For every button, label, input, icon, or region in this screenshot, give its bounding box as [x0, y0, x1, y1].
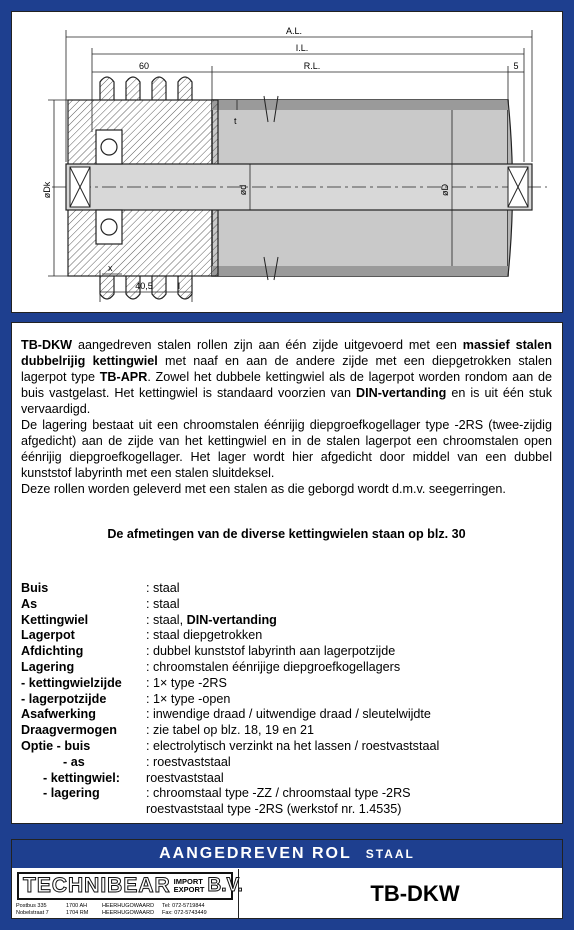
dim-al-label: A.L.	[285, 26, 303, 36]
dim-l-label: l	[178, 281, 180, 291]
logo-name: TECHNIBEAR	[23, 874, 171, 897]
desc-text: en is uit één stuk vervaardigd.	[21, 386, 552, 416]
spec-key: - kettingwiel:	[43, 770, 120, 785]
spec-key: Asafwerking	[21, 707, 96, 722]
logo-bv: B.V.	[207, 875, 243, 896]
banner-title: AANGEDREVEN ROL	[159, 845, 352, 862]
product-code: TB-DKW	[21, 338, 73, 352]
spec-row-optie-buis	[21, 739, 552, 755]
spec-value: : chroomstaal type -ZZ / chroomstaal type -2RS	[146, 786, 411, 801]
spec-row-as	[21, 597, 552, 613]
address-text: Tel: 072-5719844	[162, 903, 205, 909]
description-panel	[11, 322, 563, 824]
tube-wall-bottom	[212, 266, 508, 276]
address-text: HEERHUGOWAARD	[102, 903, 155, 909]
dim-x-label: x	[108, 263, 113, 273]
spec-value: : chroomstalen éénrijige diepgroefkogellagers	[146, 659, 401, 674]
spec-row-kettingwielzijde	[21, 676, 552, 692]
spec-value: : 1× type -2RS	[146, 675, 227, 690]
spec-row-optie-lagering	[21, 786, 552, 802]
dim-405-label: 40,5	[135, 281, 153, 291]
spec-key: Draagvermogen	[21, 723, 117, 738]
dim-il-label: I.L.	[295, 43, 309, 53]
spec-key-empty	[21, 802, 146, 818]
spec-row-lagerpot	[21, 628, 552, 644]
spec-value: : zie tabel op blz. 18, 19 en 21	[146, 723, 315, 738]
bearing-bottom	[96, 210, 122, 244]
desc-bold: DIN-vertanding	[356, 386, 447, 400]
spec-row-draagvermogen	[21, 723, 552, 739]
company-logo	[17, 872, 243, 900]
sprocket-dimensions-note: De afmetingen van de diverse kettingwielen staan op blz. 30	[107, 527, 466, 541]
description-paragraph-3: Deze rollen worden geleverd met een stalen as die geborgd wordt d.m.v. seegerringen.	[21, 482, 506, 496]
address-text: Postbus 335	[16, 903, 47, 909]
dim-D-label: øD	[440, 184, 450, 196]
spec-row-optie-lagering-2	[21, 802, 552, 818]
spec-value: : 1× type -open	[146, 691, 231, 706]
spec-value: : inwendige draad / uitwendige draad / sleutelwijdte	[146, 707, 431, 722]
spec-row-afdichting	[21, 644, 552, 660]
spec-key: Optie - buis	[21, 738, 91, 753]
spec-row-asafwerking	[21, 707, 552, 723]
dim-t-label: t	[234, 116, 237, 126]
spec-key: Lagering	[21, 659, 75, 674]
dim-dk-label: øDk	[42, 181, 52, 199]
technical-drawing-panel	[11, 11, 563, 313]
spec-value: : electrolytisch verzinkt na het lassen / roestvaststaal	[146, 738, 440, 753]
spec-row-optie-kettingwiel	[21, 771, 552, 787]
footer-panel	[11, 839, 563, 919]
desc-bold: massief stalen dubbelrijig kettingwiel	[21, 338, 552, 368]
spec-value: : staal	[146, 596, 180, 611]
model-code: TB-DKW	[370, 881, 460, 906]
dim-60-label: 60	[138, 61, 150, 71]
spec-row-lagerpotzijde	[21, 692, 552, 708]
tube-wall-top	[212, 100, 508, 110]
spec-value-bold: DIN-vertanding	[186, 612, 277, 627]
description-paragraph-1	[21, 337, 552, 417]
spec-value: roestvaststaal	[146, 770, 224, 785]
address-text: Fax: 072-5743449	[162, 909, 207, 916]
address-text: 1700 AH	[66, 903, 88, 909]
spec-row-kettingwiel	[21, 613, 552, 629]
spec-value: : staal	[146, 581, 180, 595]
spec-key: - kettingwielzijde	[21, 675, 122, 690]
spec-value: : staal diepgetrokken	[146, 628, 263, 643]
company-logo-block	[12, 869, 243, 919]
sprocket-teeth-top	[100, 77, 192, 100]
spec-key: Lagerpot	[21, 628, 75, 643]
address-text: HEERHUGOWAARD	[102, 909, 155, 916]
spec-value: : dubbel kunststof labyrinth aan lagerpotzijde	[146, 644, 396, 659]
desc-text: met naaf en aan de andere zijde met een diepgetrokken stalen lagerpot type	[21, 354, 552, 384]
roller-drawing	[12, 12, 562, 312]
bearing-top	[96, 130, 122, 164]
spec-value: roestvaststaal type -2RS (werkstof nr. 1.4535)	[146, 802, 402, 817]
dim-rl-label: R.L.	[303, 61, 321, 71]
spec-row-buis	[21, 581, 552, 597]
address-text: 1704 RM	[66, 909, 89, 916]
spec-row-optie-as	[21, 755, 552, 771]
spec-key: Kettingwiel	[21, 612, 89, 627]
spec-key: Afdichting	[21, 644, 84, 659]
spec-list	[21, 581, 552, 818]
address-text: Nobelstraat 7	[16, 909, 49, 916]
dim-5-label: 5	[513, 61, 519, 71]
spec-value: : roestvaststaal	[146, 754, 231, 769]
desc-text: aangedreven stalen rollen zijn aan één zijde uitgevoerd met een	[72, 338, 463, 352]
spec-key: - lagerpotzijde	[21, 691, 107, 706]
spec-row-lagering	[21, 660, 552, 676]
spec-key: - lagering	[43, 786, 100, 801]
spec-key: - as	[63, 754, 85, 769]
description-paragraph-2: De lagering bestaat uit een chroomstalen éénrijig diepgroefkogellager type -2RS (twee-zijdig afgedicht) aan de zijde van het kettingwiel en in de stalen lagerpot een chroomstalen open éénrijig diepgroefkogellager. Het lager wordt hier afgedicht door middel van een dubbel kunststof labyrinth met een stalen sluitdeksel.	[21, 418, 552, 480]
logo-export: EXPORT	[173, 885, 205, 894]
desc-text: . Zowel het dubbele kettingwiel als de lagerpot worden rondom aan de buis vastgelast. Het kettingwiel is standaard voorzien van	[21, 370, 552, 400]
spec-value	[146, 613, 552, 629]
dim-d-label: ød	[238, 184, 248, 196]
logo-import: IMPORT	[173, 877, 203, 886]
banner-subtitle: STAAL	[365, 847, 415, 861]
spec-key: As	[21, 596, 38, 611]
logo-import-export	[174, 878, 205, 894]
spec-value-text: : staal,	[146, 612, 187, 627]
desc-bold: TB-APR	[99, 370, 148, 384]
category-banner	[12, 840, 562, 868]
company-address	[16, 903, 236, 916]
spec-key: Buis	[21, 581, 49, 595]
